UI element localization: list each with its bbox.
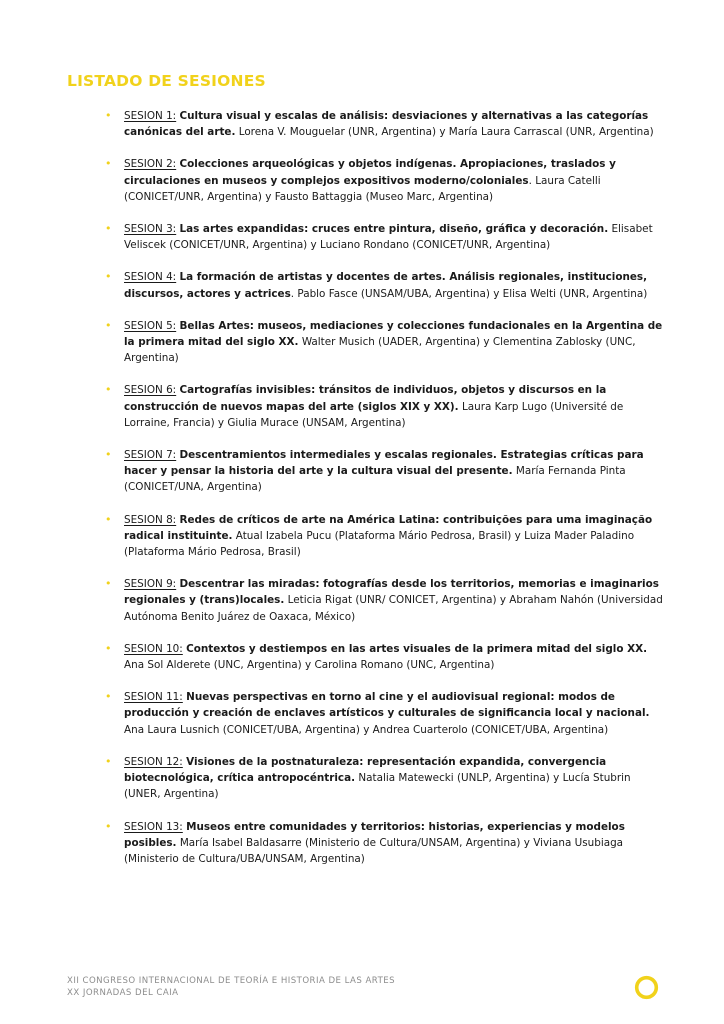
session-code: SESION 5:: [124, 319, 177, 332]
footer-jornadas-line: XX JORNADAS DEL CAIA: [67, 988, 179, 998]
bullet-icon: •: [105, 512, 112, 526]
session-title: Colecciones arqueológicas y objetos indígenas. Apropiaciones, traslados y circulaciones en museos y complejos expositivos moderno/coloniales: [124, 158, 616, 187]
bullet-icon: •: [105, 222, 112, 236]
session-item: [105, 819, 665, 868]
session-coordinators: Ana Laura Lusnich (CONICET/UBA, Argentina) y Andrea Cuarterolo (CONICET/UBA, Argentina): [124, 723, 609, 736]
session-code: SESION 2:: [124, 158, 177, 171]
footer: [67, 975, 395, 999]
session-title: La formación de artistas y docentes de artes. Análisis regionales, instituciones, discursos, actores y actrices: [124, 271, 648, 300]
session-coordinators: . Pablo Fasce (UNSAM/UBA, Argentina) y Elisa Welti (UNR, Argentina): [290, 287, 648, 300]
session-coordinators: Atual Izabela Pucu (Plataforma Mário Pedrosa, Brasil) y Luiza Mader Paladino (Plataforma Mário Pedrosa, Brasil): [124, 529, 635, 559]
session-code: SESION 12:: [124, 755, 183, 768]
session-coordinators: Lorena V. Mouguelar (UNR, Argentina) y María Laura Carrascal (UNR, Argentina): [238, 126, 654, 139]
bullet-icon: •: [105, 109, 112, 122]
yellow-ring-icon: [634, 975, 659, 1000]
bullet-icon: •: [105, 641, 112, 655]
session-code: SESION 7:: [124, 449, 177, 462]
session-title: Museos entre comunidades y territorios: historias, experiencias y modelos posibles.: [124, 820, 625, 849]
page-heading: LISTADO DE SESIONES: [67, 72, 266, 90]
session-title: Descentramientos intermediales y escalas regionales. Estrategias críticas para hacer y pensar la historia del arte y la cultura visual del presente.: [124, 449, 644, 478]
session-title: Cartografías invisibles: tránsitos de individuos, objetos y discursos en la construcción de nuevos mapas del arte (siglos XIX y XX).: [124, 384, 607, 413]
session-code: SESION 11:: [124, 691, 183, 704]
bullet-icon: •: [105, 270, 112, 284]
session-coordinators: . Laura Catelli (CONICET/UNR, Argentina) y Fausto Battaggia (Museo Marc, Argentina): [124, 174, 601, 203]
session-coordinators: Leticia Rigat (UNR/ CONICET, Argentina) y Abraham Nahón (Universidad Autónoma Benito Juárez de Oaxaca, México): [124, 594, 663, 623]
session-item: [105, 318, 665, 367]
session-item: [105, 108, 665, 140]
bullet-icon: •: [105, 577, 112, 591]
session-item: [105, 754, 665, 803]
session-title: Contextos y destiempos en las artes visuales de la primera mitad del siglo XX.: [186, 642, 648, 655]
session-item: [105, 576, 665, 625]
session-title: Redes de críticos de arte na América Latina: contribuições para uma imaginação radical instituinte.: [124, 513, 653, 542]
session-title: Visiones de la postnaturaleza: representación expandida, convergencia biotecnológica, crítica antropocéntrica.: [124, 755, 607, 785]
bullet-icon: •: [105, 690, 112, 704]
session-coordinators: Ana Sol Alderete (UNC, Argentina) y Carolina Romano (UNC, Argentina): [124, 659, 495, 672]
session-code: SESION 3:: [124, 223, 177, 236]
bullet-icon: •: [105, 754, 112, 768]
session-item: [105, 689, 665, 738]
bullet-icon: •: [105, 448, 112, 462]
session-title: Bellas Artes: museos, mediaciones y colecciones fundacionales en la Argentina de la primera mitad del siglo XX.: [124, 319, 663, 349]
session-coordinators: Elisabet Veliscek (CONICET/UNR, Argentina) y Luciano Rondano (CONICET/UNR, Argentina): [124, 223, 653, 252]
session-item: [105, 641, 665, 673]
session-title: Cultura visual y escalas de análisis: desviaciones y alternativas a las categorías canónicas del arte.: [124, 110, 649, 139]
session-item: [105, 447, 665, 496]
bullet-icon: •: [105, 157, 112, 171]
session-code: SESION 8:: [124, 513, 177, 526]
session-coordinators: Laura Karp Lugo (Université de Lorraine, Francia) y Giulia Murace (UNSAM, Argentina): [124, 400, 624, 429]
session-code: SESION 10:: [124, 642, 183, 655]
session-list: [105, 108, 665, 883]
session-code: SESION 6:: [124, 384, 177, 397]
bullet-icon: •: [105, 318, 112, 332]
bullet-icon: •: [105, 819, 112, 833]
session-item: [105, 221, 665, 253]
session-item: [105, 269, 665, 301]
session-coordinators: Walter Musich (UADER, Argentina) y Clementina Zablosky (UNC, Argentina): [124, 336, 636, 365]
session-item: [105, 382, 665, 431]
session-code: SESION 9:: [124, 578, 177, 591]
session-coordinators: Natalia Matewecki (UNLP, Argentina) y Lucía Stubrin (UNER, Argentina): [124, 772, 631, 801]
session-title: Nuevas perspectivas en torno al cine y el audiovisual regional: modos de producción y creación de enclaves artísticos y culturales de significancia local y nacional.: [124, 691, 650, 720]
session-code: SESION 1:: [124, 110, 177, 122]
session-code: SESION 4:: [124, 271, 177, 284]
session-title: Descentrar las miradas: fotografías desde los territorios, memorias e imaginarios regionales y (trans)locales.: [124, 578, 659, 607]
session-item: [105, 512, 665, 561]
footer-congress-line: XII CONGRESO INTERNACIONAL DE TEORÍA E HISTORIA DE LAS ARTES: [67, 976, 396, 986]
session-title: Las artes expandidas: cruces entre pintura, diseño, gráfica y decoración.: [179, 223, 609, 236]
session-coordinators: María Isabel Baldasarre (Ministerio de Cultura/UNSAM, Argentina) y Viviana Usubiaga (Ministerio de Cultura/UBA/UNSAM, Argentina): [124, 836, 624, 865]
session-item: [105, 156, 665, 205]
session-code: SESION 13:: [124, 820, 183, 833]
session-coordinators: María Fernanda Pinta (CONICET/UNA, Argentina): [124, 465, 626, 494]
bullet-icon: •: [105, 383, 112, 397]
